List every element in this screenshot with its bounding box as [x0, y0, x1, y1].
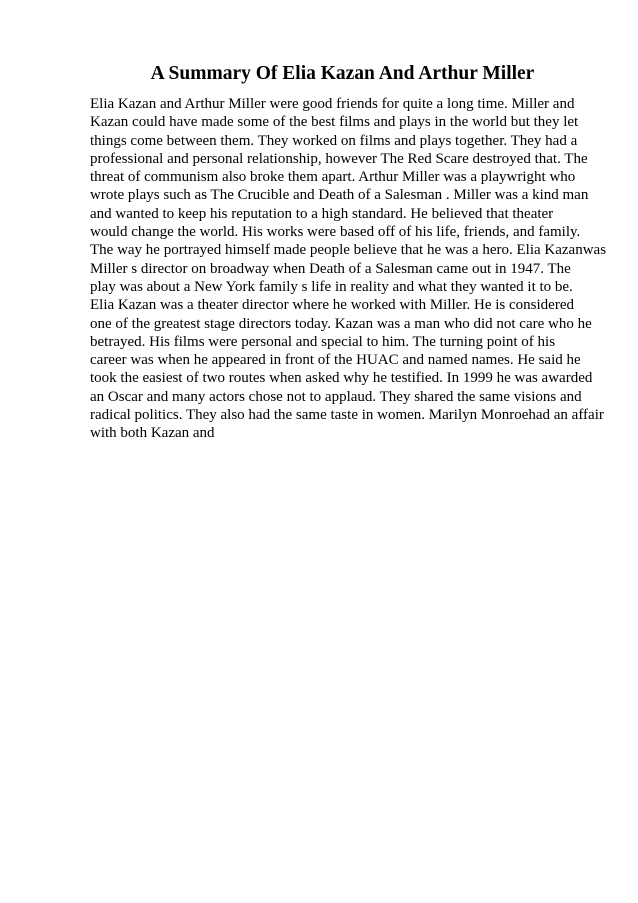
body-line: betrayed. His films were personal and special to him. The turning point of his: [90, 333, 556, 350]
document-body: [90, 95, 607, 443]
body-line: one of the greatest stage directors today. Kazan was a man who did not care who he: [90, 315, 592, 332]
body-line: The way he portrayed himself made people believe that he was a hero. Elia Kazanwas: [90, 242, 607, 259]
body-line: an Oscar and many actors chose not to applaud. They shared the same visions and: [90, 388, 582, 405]
body-line: Elia Kazan and Arthur Miller were good friends for quite a long time. Miller and: [90, 96, 575, 112]
body-line: and wanted to keep his reputation to a high standard. He believed that theater: [90, 205, 554, 222]
body-line: professional and personal relationship, however The Red Scare destroyed that. The: [90, 150, 588, 167]
body-line: career was when he appeared in front of the HUAC and named names. He said he: [90, 352, 581, 369]
body-line: play was about a New York family s life in reality and what they wanted it to be.: [90, 278, 573, 295]
body-line: wrote plays such as The Crucible and Death of a Salesman . Miller was a kind man: [90, 187, 589, 204]
body-line: radical politics. They also had the same taste in women. Marilyn Monroehad an affair: [90, 407, 604, 424]
body-line: with both Kazan and: [90, 425, 215, 442]
document-title: A Summary Of Elia Kazan And Arthur Miller: [150, 63, 535, 84]
body-line: threat of communism also broke them apart. Arthur Miller was a playwright who: [90, 169, 576, 186]
body-line: would change the world. His works were based off of his life, friends, and family.: [90, 224, 581, 241]
body-line: Miller s director on broadway when Death of a Salesman came out in 1947. The: [90, 260, 571, 277]
body-line: Elia Kazan was a theater director where he worked with Miller. He is considered: [90, 297, 574, 314]
body-line: took the easiest of two routes when asked why he testified. In 1999 he was awarded: [90, 370, 593, 387]
body-line: Kazan could have made some of the best films and plays in the world but they let: [90, 114, 579, 131]
body-line: things come between them. They worked on films and plays together. They had a: [90, 132, 578, 149]
